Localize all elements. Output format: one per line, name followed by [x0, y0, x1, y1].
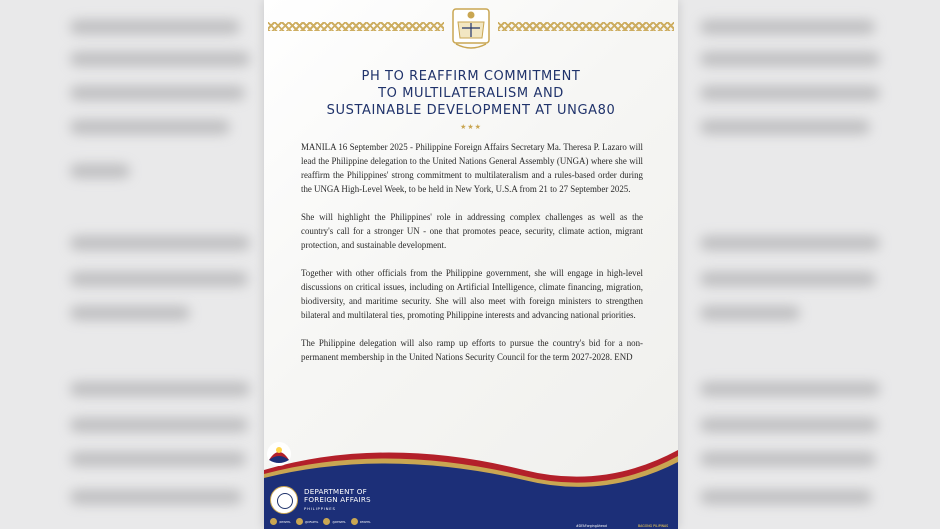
org-name [304, 488, 371, 504]
body-paragraph: MANILA 16 September 2025 - Philippine Foreign Affairs Secretary Ma. Theresa P. Lazaro will lead the Philippine delegation to the United Nations General Assembly (UNGA) where she will reaffirm the Philippines' strong commitment to multilateralism and a rules-based order during the UNGA High-Level Week, to be held in New York, U.S.A from 21 to 27 September 2025. [301, 142, 643, 194]
body-paragraph: The Philippine delegation will also ramp up efforts to pursue the country's bid for a non-permanent membership in the United Nations Security Council for the term 2027-2028. END [301, 338, 643, 362]
star-divider: ★★★ [460, 123, 482, 131]
facebook-icon [270, 518, 277, 525]
hashtag: #DFAForgingAhead [576, 524, 607, 528]
footer-banner [264, 440, 678, 529]
document-body [301, 140, 643, 378]
press-release-document [264, 0, 678, 529]
bagong-pilipinas-logo-icon [264, 440, 294, 474]
social-youtube[interactable] [351, 518, 371, 525]
x-icon [323, 518, 330, 525]
title-line: TO MULTILATERALISM AND [378, 86, 564, 101]
social-links [270, 518, 371, 525]
social-instagram[interactable] [296, 518, 319, 525]
social-handle: /DFAPHL [279, 519, 291, 524]
body-paragraph: She will highlight the Philippines' role in addressing complex challenges as well as the country's call for a stronger UN - one that promotes peace, security, climate action, migrant protection, and sustainable development. [301, 212, 643, 250]
dfa-logo-icon [270, 486, 298, 514]
document-title [264, 68, 678, 119]
social-handle: @DFAPHL [304, 519, 319, 524]
title-line: PH TO REAFFIRM COMMITMENT [361, 69, 581, 84]
org-name-line1: DEPARTMENT OF [304, 487, 367, 496]
youtube-icon [351, 518, 358, 525]
footer-wave-shape [264, 440, 678, 529]
org-country: PHILIPPINES [304, 506, 336, 511]
slogan: BAGONG PILIPINAS [638, 524, 669, 528]
social-x[interactable] [323, 518, 346, 525]
dfa-seal-icon [450, 6, 492, 54]
gold-ornament-left [268, 22, 444, 31]
social-handle: DFAPHL [359, 519, 371, 524]
title-line: SUSTAINABLE DEVELOPMENT AT UNGA80 [326, 103, 616, 118]
instagram-icon [296, 518, 303, 525]
gold-ornament-right [498, 22, 674, 31]
body-paragraph: Together with other officials from the Philippine government, she will engage in high-level discussions on critical issues, including on Artificial Intelligence, climate financing, migration, biodiversity, and maritime security. She will also meet with foreign ministers to strengthen bilateral and multilateral ties, promoting Philippine interests and advancing national priorities. [301, 268, 643, 320]
social-handle: @DFAPHL [332, 519, 346, 524]
social-facebook[interactable] [270, 518, 291, 525]
org-name-line2: FOREIGN AFFAIRS [304, 495, 371, 504]
